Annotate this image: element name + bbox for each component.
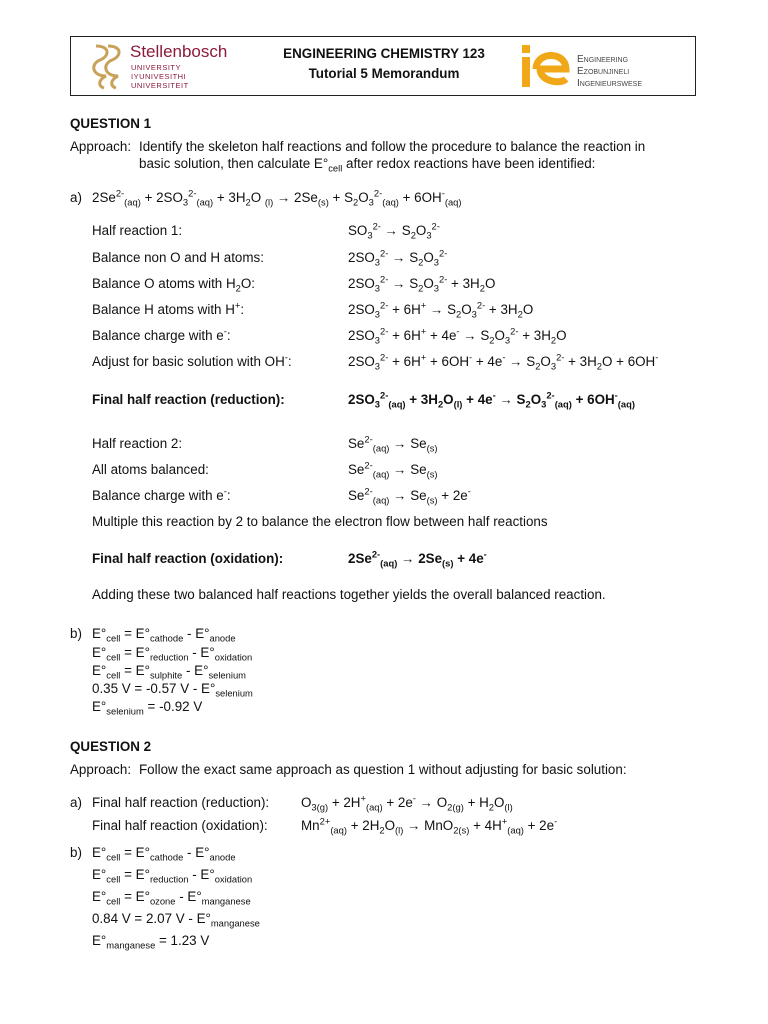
q2-approach-text: Follow the exact same approach as question 1 without adjusting for basic solution: (139, 762, 627, 777)
label-balance-charge-2: Balance charge with e-: (92, 486, 231, 503)
university-line1: UNIVERSITY (131, 63, 182, 72)
q2-part-a-label: a) (70, 795, 82, 810)
faculty-line2: Ezobunjineli (577, 66, 630, 77)
q2-eq-final-oxidation: $Mn^{2+}_{(aq)} + 2H_2O_{(l)} \to MnO_{2(s)} + 4H^+_{(aq)} + 2e^-$ (301, 816, 558, 836)
university-name: Stellenbosch (130, 42, 228, 61)
q2-b-line5: $E^\circ_{manganese} = 1.23$ V (92, 933, 210, 951)
eq-all-atoms: $Se^{2-}_{(aq)} \to Se_{(s)}$ (348, 460, 438, 480)
q1-approach-line1: Identify the skeleton half reactions and follow the procedure to balance the reaction in (139, 139, 646, 154)
eq-balance-charge-2: $Se^{2-}_{(aq)} \to Se_{(s)} + 2e^-$ (348, 486, 471, 506)
label-balance-non-oh: Balance non O and H atoms: (92, 250, 264, 265)
eq-basic-solution: $2SO_3^{2-} + 6H^+ + 6OH^- + 4e^- \to S_2O_3^{2-} + 3H_2O + 6OH^-$ (348, 352, 659, 372)
q2-b-line2: $E^\circ_{cell} = E^\circ_{reduction} - E^\circ_{oxidation}$ (92, 867, 253, 885)
eq-final-oxidation: $2Se^{2-}_{(aq)} \to 2Se_{(s)} + 4e^-$ (348, 549, 487, 569)
eq-balance-charge: $2SO_3^{2-} + 6H^+ + 4e^- \to S_2O_3^{2-} + 3H_2O$ (348, 326, 567, 346)
q1-heading: QUESTION 1 (70, 116, 152, 131)
label-balance-h: Balance H atoms with H+: (92, 300, 245, 317)
q1-b-line2: $E^\circ_{cell} = E^\circ_{reduction} - E^\circ_{oxidation}$ (92, 645, 253, 663)
q2-eq-final-reduction: $O_{3(g)} + 2H^+_{(aq)} + 2e^- \to O_{2(g)} + H_2O_{(l)}$ (301, 793, 513, 813)
q2-b-line1: $E^\circ_{cell} = E^\circ_{cathode} - E^\circ_{anode}$ (92, 845, 236, 863)
q1-b-line4: 0.35 V = -0.57 V - $E^\circ_{selenium}$ (92, 681, 253, 699)
university-line3: UNIVERSITEIT (131, 81, 189, 90)
eq-hr1: $SO_3^{2-} \to S_2O_3^{2-}$ (348, 221, 440, 241)
multiply-note: Multiple this reaction by 2 to balance the electron flow between half reactions (92, 514, 548, 529)
q1-approach-label: Approach: (70, 139, 132, 154)
tutorial-subtitle: Tutorial 5 Memorandum (308, 66, 460, 81)
faculty-line3: Ingenieurswese (577, 78, 643, 89)
label-final-reduction: Final half reaction (reduction): (92, 392, 285, 407)
q1-part-a-label: a) (70, 190, 82, 205)
eq-final-reduction: $2SO_3^{2-}_{(aq)} + 3H_2O_{(l)} + 4e^- \to S_2O_3^{2-}_{(aq)} + 6OH^-_{(aq)}$ (348, 390, 635, 410)
label-half-reaction-2: Half reaction 2: (92, 436, 183, 451)
course-title: ENGINEERING CHEMISTRY 123 (283, 46, 485, 61)
q2-heading: QUESTION 2 (70, 739, 152, 754)
university-line2: IYUNIVESITHI (131, 72, 187, 81)
q1-part-b-label: b) (70, 626, 82, 641)
eq-balance-h: $2SO_3^{2-} + 6H^+ \to S_2O_3^{2-} + 3H_2O$ (348, 300, 534, 320)
q2-approach-label: Approach: (70, 762, 132, 777)
q1-overall-reaction: $2Se^{2-}_{(aq)} + 2SO_3^{2-}_{(aq)} + 3H_2O$ $_{(l)} \to 2Se_{(s)} + S_2O_3^{2-}_{(aq)} + 6OH^-_{(aq)}$ (92, 188, 462, 208)
label-half-reaction-1: Half reaction 1: (92, 223, 183, 238)
faculty-line1: Engineering (577, 54, 629, 65)
ie-logo-icon (520, 43, 572, 89)
label-balance-o: Balance O atoms with $H_2O$: (92, 276, 255, 294)
q1-approach-line2: basic solution, then calculate $E^\circ_{cell}$ after redox reactions have been identified: (139, 156, 596, 174)
q1-b-line3: $E^\circ_{cell} = E^\circ_{sulphite} - E^\circ_{selenium}$ (92, 663, 246, 681)
eq-non-oh: $2SO_3^{2-} \to S_2O_3^{2-}$ (348, 248, 448, 268)
q2-b-line3: $E^\circ_{cell} = E^\circ_{ozone} - E^\circ_{manganese}$ (92, 889, 251, 907)
q2-b-line4: 0.84 V = 2.07 V - $E^\circ_{manganese}$ (92, 911, 260, 929)
q1-b-line1: $E^\circ_{cell} = E^\circ_{cathode} - E^\circ_{anode}$ (92, 626, 236, 644)
q2-part-b-label: b) (70, 845, 82, 860)
eq-balance-o: $2SO_3^{2-} \to S_2O_3^{2-} + 3H_2O$ (348, 274, 496, 294)
adding-note: Adding these two balanced half reactions together yields the overall balanced reaction. (92, 587, 606, 602)
label-all-atoms: All atoms balanced: (92, 462, 209, 477)
q1-b-line5: $E^\circ_{selenium} = -0.92$ V (92, 699, 203, 717)
q2-label-final-oxidation: Final half reaction (oxidation): (92, 818, 268, 833)
label-balance-charge: Balance charge with e-: (92, 326, 231, 343)
label-final-oxidation: Final half reaction (oxidation): (92, 551, 284, 566)
label-basic-solution: Adjust for basic solution with OH-: (92, 352, 292, 369)
eq-hr2: $Se^{2-}_{(aq)} \to Se_{(s)}$ (348, 434, 438, 454)
q2-label-final-reduction: Final half reaction (reduction): (92, 795, 270, 810)
